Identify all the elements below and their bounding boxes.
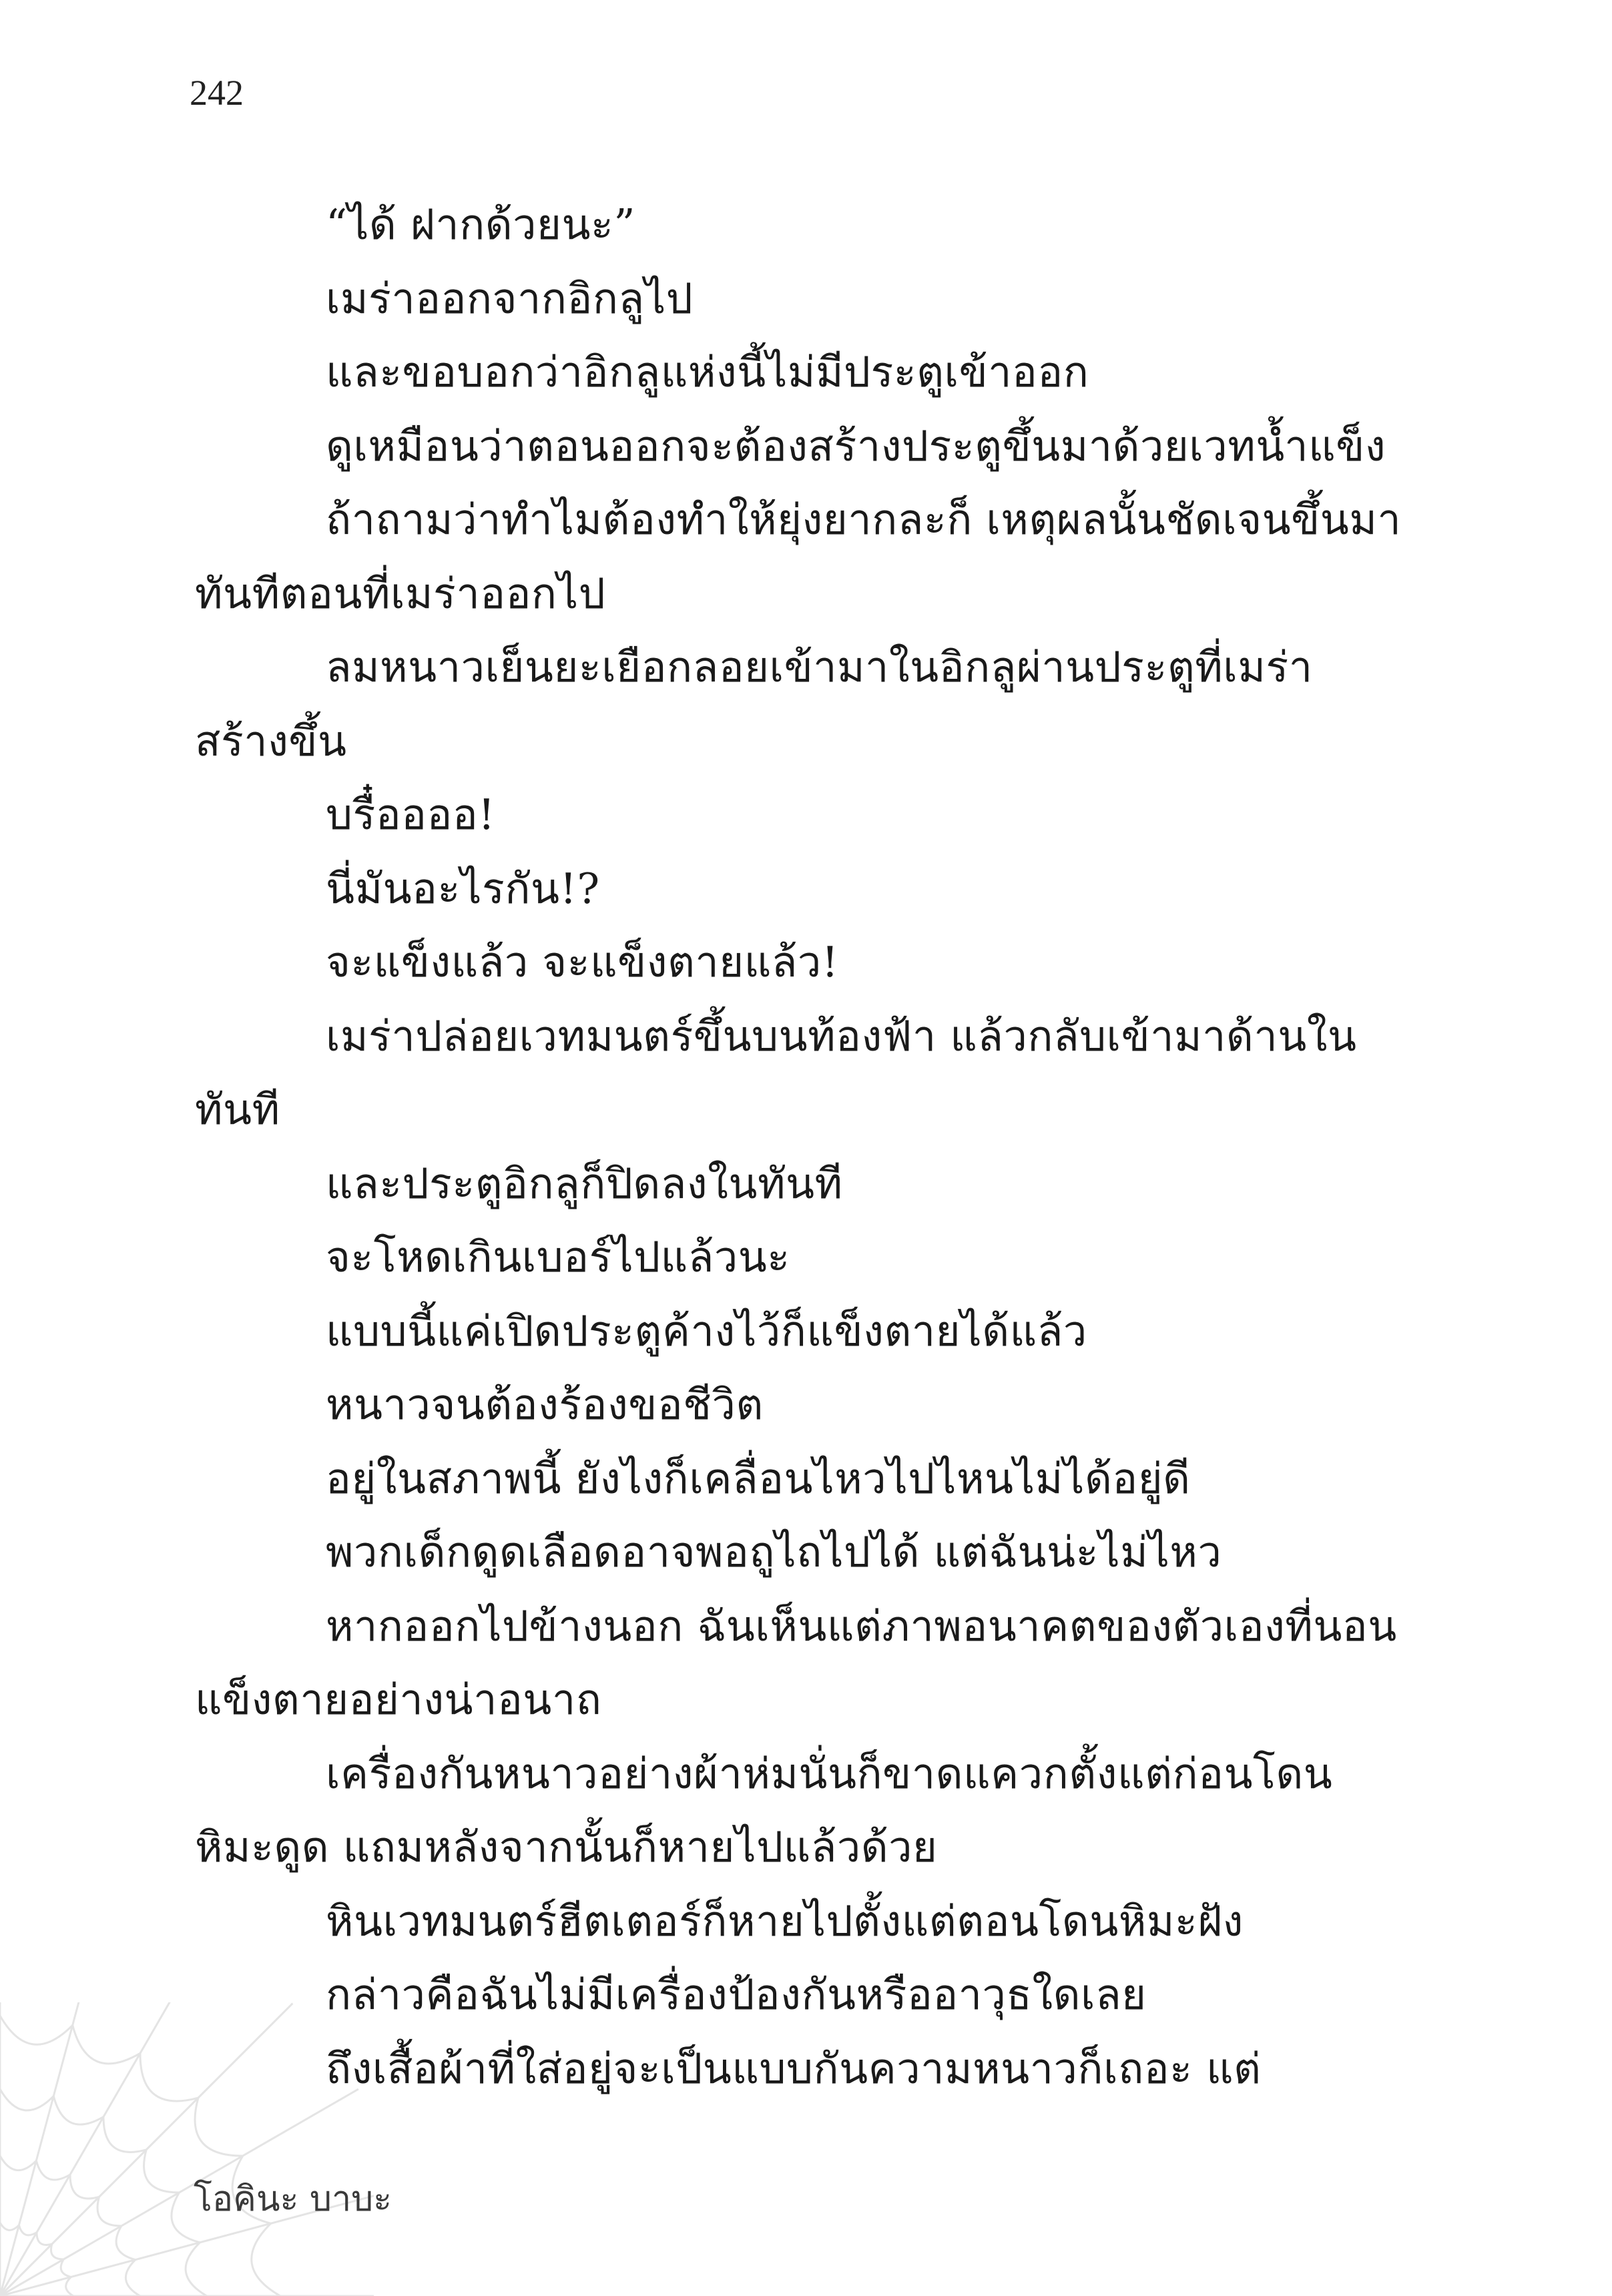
text-line: สร้างขึ้น: [195, 716, 347, 766]
text-line: หนาวจนต้องร้องขอชีวิต: [326, 1380, 764, 1429]
text-line: กล่าวคือฉันไม่มีเครื่องป้องกันหรืออาวุธใดเลย: [326, 1970, 1147, 2019]
text-line: ทันทีตอนที่เมร่าออกไป: [195, 569, 606, 618]
text-line: พวกเด็กดูดเลือดอาจพอถูไถไปได้ แต่ฉันน่ะไม่ไหว: [326, 1528, 1222, 1576]
text-line: ลมหนาวเย็นยะเยือกลอยเข้ามาในอิกลูผ่านประตูที่เมร่า: [326, 643, 1313, 691]
web-radial-line: [0, 2002, 107, 2296]
body-text: [195, 188, 1402, 2106]
text-line: เมร่าออกจากอิกลูไป: [326, 274, 694, 323]
text-line: แข็งตายอย่างน่าอนาถ: [195, 1675, 602, 1724]
text-line: จะแข็งแล้ว จะแข็งตายแล้ว!: [326, 938, 839, 986]
text-line: เครื่องกันหนาวอย่างผ้าห่มนั่นก็ขาดแควกตั้งแต่ก่อนโดน: [326, 1749, 1333, 1798]
spider-web-icon: [0, 2002, 374, 2296]
web-radial-line: [0, 2002, 207, 2296]
footer-author: โอคินะ บาบะ: [194, 2179, 392, 2219]
text-line: ถึงเสื้อผ้าที่ใส่อยู่จะเป็นแบบกันความหนาวก็เถอะ แต่: [326, 2044, 1262, 2093]
text-line: หินเวทมนตร์ฮีตเตอร์ก็หายไปตั้งแต่ตอนโดนหิมะฝัง: [326, 1896, 1244, 1946]
text-line: “ได้ ฝากด้วยนะ”: [326, 200, 636, 249]
text-line: นี่มันอะไรกัน!?: [326, 864, 600, 913]
text-line: และขอบอกว่าอิกลูแห่งนี้ไม่มีประตูเข้าออก: [326, 348, 1089, 396]
text-line: อยู่ในสภาพนี้ ยังไงก็เคลื่อนไหวไปไหนไม่ได้อยู่ดี: [326, 1454, 1191, 1503]
text-line: ทันที: [195, 1085, 280, 1134]
text-line: และประตูอิกลูก็ปิดลงในทันที: [326, 1159, 843, 1208]
text-line: เมร่าปล่อยเวทมนตร์ขึ้นบนท้องฟ้า แล้วกลับเข้ามาด้านใน: [326, 1011, 1357, 1061]
text-line: หากออกไปข้างนอก ฉันเห็นแต่ภาพอนาคตของตัวเองที่นอน: [326, 1601, 1397, 1651]
page-number: 242: [190, 73, 244, 113]
text-line: หิมะดูด แถมหลังจากนั้นก็หายไปแล้วด้วย: [195, 1823, 938, 1872]
text-line: ถ้าถามว่าทำไมต้องทำให้ยุ่งยากละก็ เหตุผลนั้นชัดเจนขึ้นมา: [326, 495, 1402, 544]
text-line: จะโหดเกินเบอร์ไปแล้วนะ: [326, 1233, 790, 1281]
text-line: บรื๋ออออ!: [326, 790, 495, 839]
text-line: แบบนี้แค่เปิดประตูค้างไว้ก็แข็งตายได้แล้ว: [326, 1306, 1087, 1356]
text-line: ดูเหมือนว่าตอนออกจะต้องสร้างประตูขึ้นมาด้วยเวทน้ำแข็ง: [326, 421, 1386, 471]
